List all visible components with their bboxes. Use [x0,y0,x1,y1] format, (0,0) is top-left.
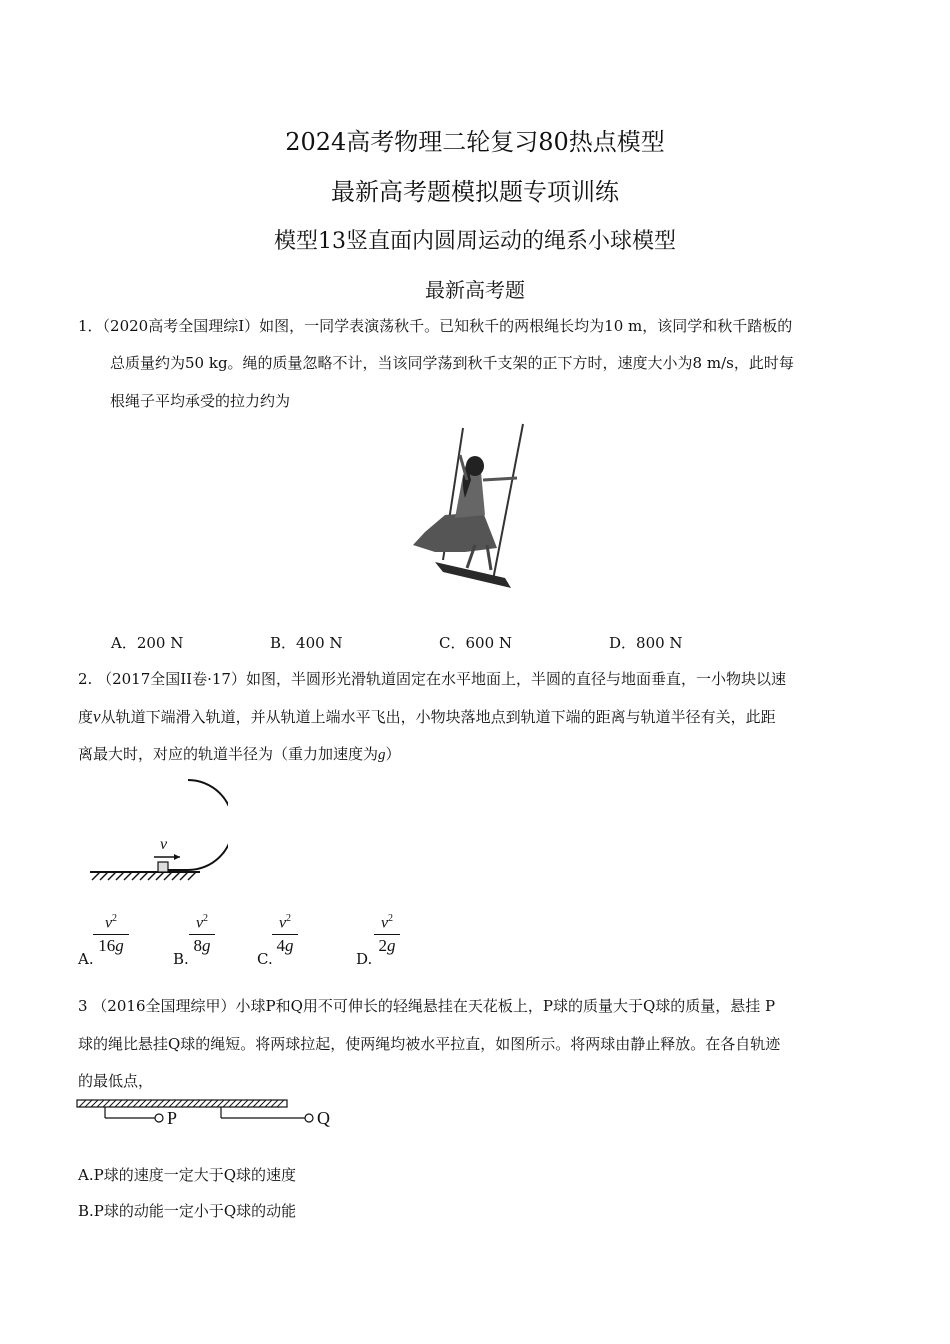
q1-option-a: A．200 N [111,634,184,652]
section-heading: 最新高考题 [425,278,525,302]
q3-line-1: 3 （2016全国理综甲）小球P和Q用不可伸长的轻绳悬挂在天花板上，P球的质量大于Q球的质量，悬挂 P [78,997,776,1015]
q2-option-b-letter: B. [173,950,189,968]
pendulum-figure [75,1098,345,1132]
q2-line-2-prefix: 度 [78,708,94,726]
q2-option-d-num: v [380,914,389,932]
q1-option-c: C．600 N [439,634,513,652]
q1-line-3: 根绳子平均承受的拉力约为 [110,392,291,410]
q3-line-2: 球的绳比悬挂Q球的绳短。将两球拉起，使两绳均被水平拉直，如图所示。将两球由静止释放。在各自轨迹 [78,1035,781,1053]
q2-option-b-exp: 2 [203,913,209,924]
q2-option-c-var: g [285,936,294,956]
q2-option-d-exp: 2 [388,913,394,924]
q2-var-g: g [378,747,386,763]
q1-line-1: 1．（2020高考全国理综I）如图，一同学表演荡秋千。已知秋千的两根绳长均为10 m，该同学和秋千踏板的 [78,317,793,335]
q2-option-a-exp: 2 [112,913,118,924]
q2-option-b-num: v [195,914,204,932]
q1-option-b: B．400 N [270,634,343,652]
q3-option-a: A.P球的速度一定大于Q球的速度 [78,1166,296,1184]
q2-option-a-num: v [104,914,113,932]
q2-line-3 [78,743,401,764]
q2-option-a-var: g [115,936,124,956]
q2-line-2 [78,706,776,727]
page-title: 2024高考物理二轮复习80热点模型 [285,128,665,156]
q2-line-1: 2. （2017全国II卷·17）如图，半圆形光滑轨道固定在水平地面上，半圆的直径与地面垂直，一小物块以速 [78,670,786,688]
q2-option-c-fraction [272,910,298,955]
model-title: 模型13竖直面内圆周运动的绳系小球模型 [274,229,676,254]
page-subtitle: 最新高考题模拟题专项训练 [331,178,619,206]
q2-option-d-letter: D. [356,950,373,968]
q2-option-b-coef: 8 [193,936,202,956]
q2-option-a-coef: 16 [98,936,116,956]
q2-figure-velocity-label: v [160,836,168,853]
q3-label-p: P [167,1108,178,1128]
q2-option-b-fraction [189,910,215,955]
q2-option-a-fraction [93,910,129,955]
q2-option-d-fraction [374,910,400,955]
q2-option-c-coef: 4 [276,936,285,956]
q3-line-3: 的最低点， [78,1072,154,1090]
q3-option-b: B.P球的动能一定小于Q球的动能 [78,1202,297,1220]
q2-close-paren: ） [385,745,401,763]
q2-option-d-coef: 2 [378,936,387,956]
semicircle-track-figure [88,775,228,885]
q2-line-3-text: 离最大时，对应的轨道半径为（重力加速度为 [78,745,379,763]
q2-option-b-var: g [202,936,211,956]
q2-line-2-text: 从轨道下端滑入轨道，并从轨道上端水平飞出，小物块落地点到轨道下端的距离与轨道半径有关，此距 [100,708,776,726]
swing-figure [405,420,545,595]
q2-var-v: v [93,707,101,726]
q1-line-2: 总质量约为50 kg。绳的质量忽略不计，当该同学荡到秋千支架的正下方时，速度大小为8 m/s，此时每 [110,354,794,372]
q2-option-c-exp: 2 [286,913,292,924]
q1-option-d: D．800 N [609,634,683,652]
q2-option-a-letter: A. [78,950,94,968]
q2-option-d-var: g [387,936,396,956]
q2-option-c-num: v [278,914,287,932]
q2-option-c-letter: C. [257,950,273,968]
q3-label-q: Q [317,1108,330,1128]
